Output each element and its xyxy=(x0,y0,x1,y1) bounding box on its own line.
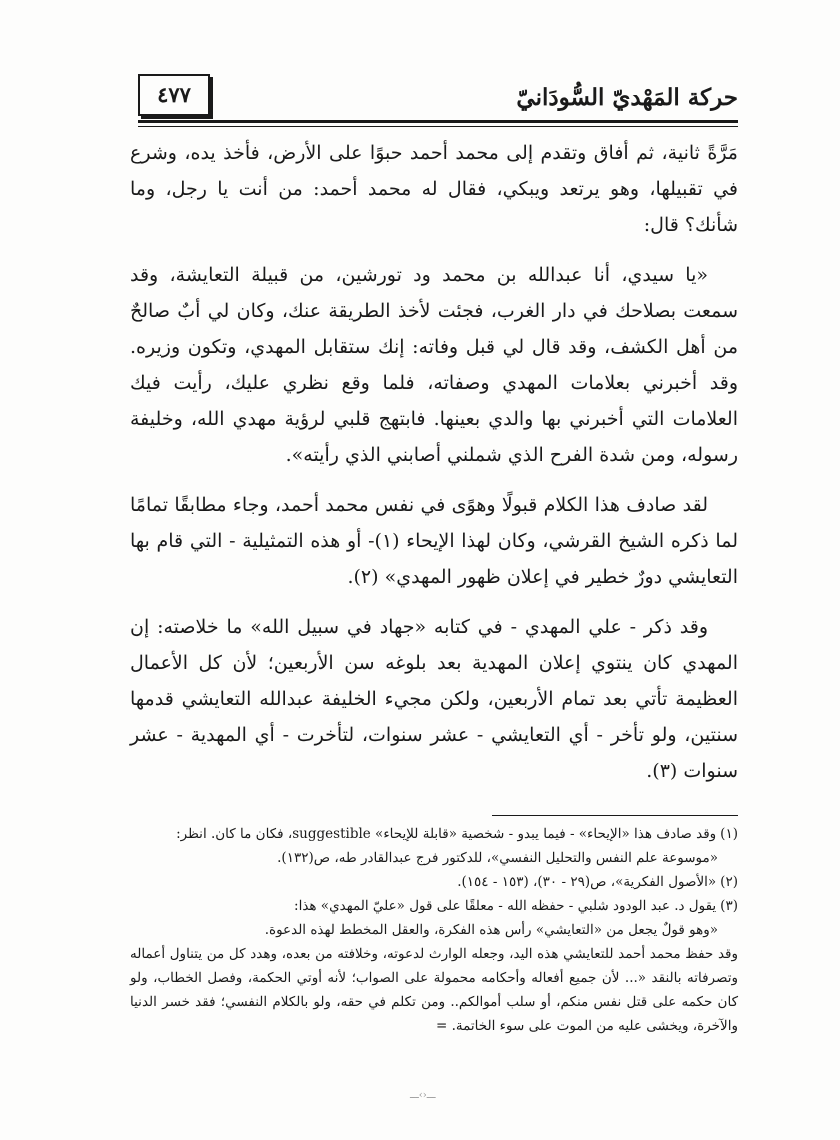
footnote-separator xyxy=(492,815,738,816)
footnote-2-text: «الأصول الفكرية»، ص(٢٩ - ٣٠)، (١٥٣ - ١٥٤). xyxy=(457,874,717,890)
footnote-1-text: وقد صادف هذا «الإيحاء» - فيما يبدو - شخصية «قابلة للإيحاء» suggestible، فكان ما كان. انظر: xyxy=(176,826,717,842)
footnote-2-number: (٢) xyxy=(720,874,738,890)
header-rule-thin xyxy=(138,126,738,127)
footnote-3-text: يقول د. عبد الودود شلبي - حفظه الله - معلقًا على قول «عليّ المهدي» هذا: xyxy=(294,898,717,914)
scan-smudge: ـــ‹›ـــ xyxy=(410,1090,436,1101)
paragraph-2: «يا سيدي، أنا عبدالله بن محمد ود تورشين، من قبيلة التعايشة، وقد سمعت بصلاحك في دار الغرب، فجئت لأخذ الطريقة عنك، وكان لي أبٌ صالحٌ من أهل الكشف، وقد قال لي قبل وفاته: إنك ستقابل المهدي، وتكون وزيره. وقد أخبرني بعلامات المهدي وصفاته، فلما وقع نظري عليك، رأيت فيك العلامات التي أخبرني بها والدي بعينها. فابتهج قلبي لرؤية مهدي الله، وخليفة رسوله، ومن شدة الفرح الذي شملني أصابني الذي رأيته». xyxy=(130,264,738,466)
paragraph-1: مَرَّةً ثانية، ثم أفاق وتقدم إلى محمد أحمد حبوًا على الأرض، فأخذ يده، وشرع في تقبيلها، وهو يرتعد ويبكي، فقال له محمد أحمد: من أنت يا رجل، وما شأنك؟ قال: xyxy=(130,142,738,236)
footnote-1 xyxy=(130,822,738,846)
paragraph-3: لقد صادف هذا الكلام قبولًا وهوًى في نفس محمد أحمد، وجاء مطابقًا تمامًا لما ذكره الشيخ القرشي، وكان لهذا الإيحاء (١)- أو هذه التمثيلية - التي قام بها التعايشي دورٌ خطير في إعلان ظهور المهدي» (٢). xyxy=(130,494,738,588)
running-title: حركة المَهْديّ السُّودَانيّ xyxy=(516,84,738,111)
paragraph-4: وقد ذكر - علي المهدي - في كتابه «جهاد في سبيل الله» ما خلاصته: إن المهدي كان ينتوي إعلان المهدية بعد بلوغه سن الأربعين؛ لأن كل الأعمال العظيمة تأتي بعد تمام الأربعين، ولكن مجيء الخليفة عبدالله التعايشي قدمها سنتين، ولو تأخر - أي التعايشي - عشر سنوات، لتأخرت - أي المهدية - عشر سنوات (٣). xyxy=(130,616,738,782)
footnote-2 xyxy=(130,870,738,894)
footnote-3-continuation: وقد حفظ محمد أحمد للتعايشي هذه اليد، وجعله الوارث لدعوته، وخلافته من بعده، وهدد كل من يتناول أعماله وتصرفاته بالنقد «... لأن جميع أفعاله وأحكامه محمولة على الصواب؛ لأنه أوتي الحكمة، وفصل الخطاب، ولو كان حكمه على قتل نفس منكم، أو سلب أموالكم.. ومن تكلم في حقه، ولو بالكلام النفسي؛ فقد خسر الدنيا والآخرة، ويخشى عليه من الموت على سوء الخاتمة. = xyxy=(130,946,738,1034)
footnote-1-continuation: «موسوعة علم النفس والتحليل النفسي»، للدكتور فرج عبدالقادر طه، ص(١٣٢). xyxy=(277,850,718,866)
footnote-3-number: (٣) xyxy=(720,898,738,914)
main-text xyxy=(130,135,738,803)
page-number: ٤٧٧ xyxy=(138,74,210,116)
header-rule xyxy=(138,120,738,123)
footnotes xyxy=(130,822,738,1038)
page-header xyxy=(138,68,738,122)
footnote-3 xyxy=(130,894,738,918)
footnote-1-number: (١) xyxy=(720,826,738,842)
footnote-3-quote: «وهو قولٌ يجعل من «التعايشي» رأس هذه الفكرة، والعقل المخطط لهذه الدعوة. xyxy=(264,922,718,938)
